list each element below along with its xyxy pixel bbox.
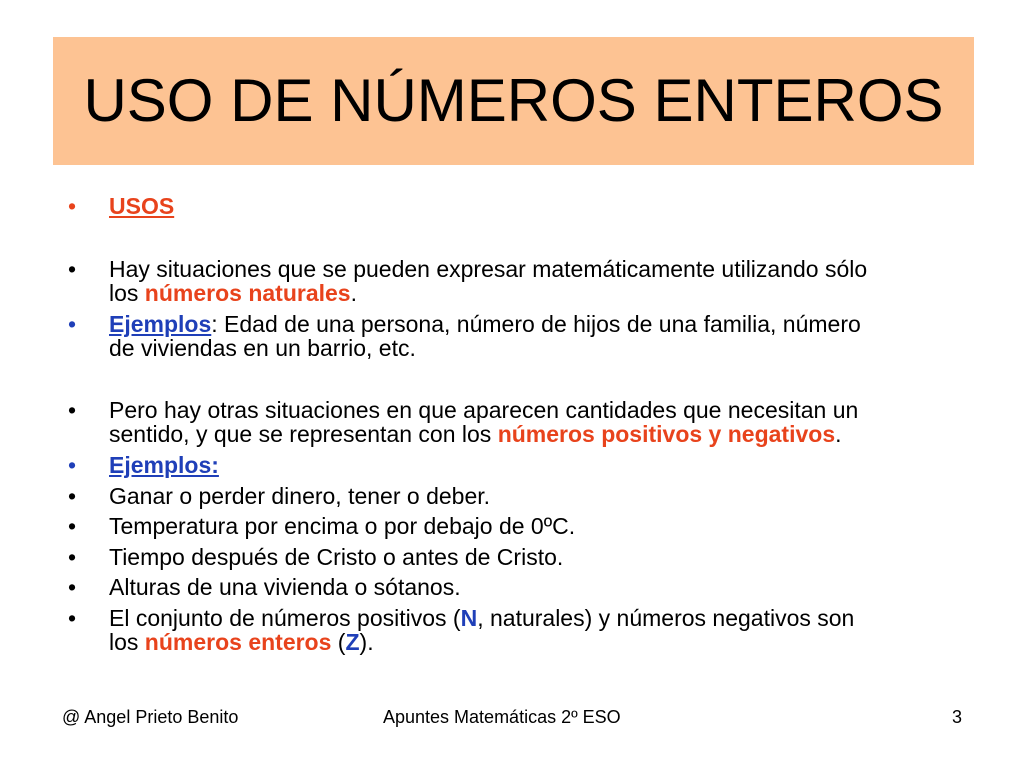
footer-course: Apuntes Matemáticas 2º ESO [383, 707, 621, 727]
text-line: de viviendas en un barrio, etc. [109, 335, 416, 361]
text-span: ). [359, 629, 374, 655]
bullet-dot: • [68, 574, 77, 600]
bullet-dot: • [68, 397, 77, 423]
symbol-n: N [460, 605, 478, 631]
text-span: . [835, 421, 842, 447]
highlight-naturales: números naturales [144, 280, 351, 306]
heading-usos: USOS [109, 193, 175, 219]
slide-title: USO DE NÚMEROS ENTEROS [83, 67, 944, 134]
bullet-text: Temperatura por encima o por debajo de 0ºC. [109, 513, 576, 539]
bullet-text [109, 312, 969, 360]
bullet-dot: • [68, 605, 77, 631]
bullet-text [109, 194, 969, 218]
bullet-text: Ganar o perder dinero, tener o deber. [109, 483, 491, 509]
footer-author: @ Angel Prieto Benito [62, 707, 239, 727]
text-span: : Edad de una persona, número de hijos de una familia, número [211, 311, 861, 337]
text-span: los [109, 629, 145, 655]
bullet-dot: • [68, 452, 77, 478]
text-span: . [350, 280, 357, 306]
bullet-text [109, 398, 969, 446]
text-span: los [109, 280, 145, 306]
ejemplos-label: Ejemplos [109, 311, 212, 337]
bullet-text [109, 606, 969, 654]
text-line: Pero hay otras situaciones en que aparecen cantidades que necesitan un [109, 397, 859, 423]
text-span: ( [331, 629, 346, 655]
ejemplos-label: Ejemplos: [109, 452, 219, 478]
text-span: , naturales) y números negativos son [477, 605, 855, 631]
highlight-positivos-negativos: números positivos y negativos [497, 421, 836, 447]
bullet-dot: • [68, 483, 77, 509]
bullet-text [109, 453, 969, 477]
bullet-dot: • [68, 311, 77, 337]
bullet-dot: • [68, 193, 77, 219]
bullet-text: Alturas de una vivienda o sótanos. [109, 574, 461, 600]
bullet-dot: • [68, 544, 77, 570]
bullet-text: Tiempo después de Cristo o antes de Cristo. [109, 544, 564, 570]
bullet-dot: • [68, 256, 77, 282]
slide-number: 3 [952, 707, 963, 727]
title-banner [53, 37, 974, 165]
symbol-z: Z [345, 629, 360, 655]
text-span: El conjunto de números positivos ( [109, 605, 461, 631]
bullet-text [109, 257, 969, 305]
highlight-enteros: números enteros [144, 629, 332, 655]
bullet-dot: • [68, 513, 77, 539]
text-line: Hay situaciones que se pueden expresar matemáticamente utilizando sólo [109, 256, 868, 282]
text-span: sentido, y que se representan con los [109, 421, 498, 447]
